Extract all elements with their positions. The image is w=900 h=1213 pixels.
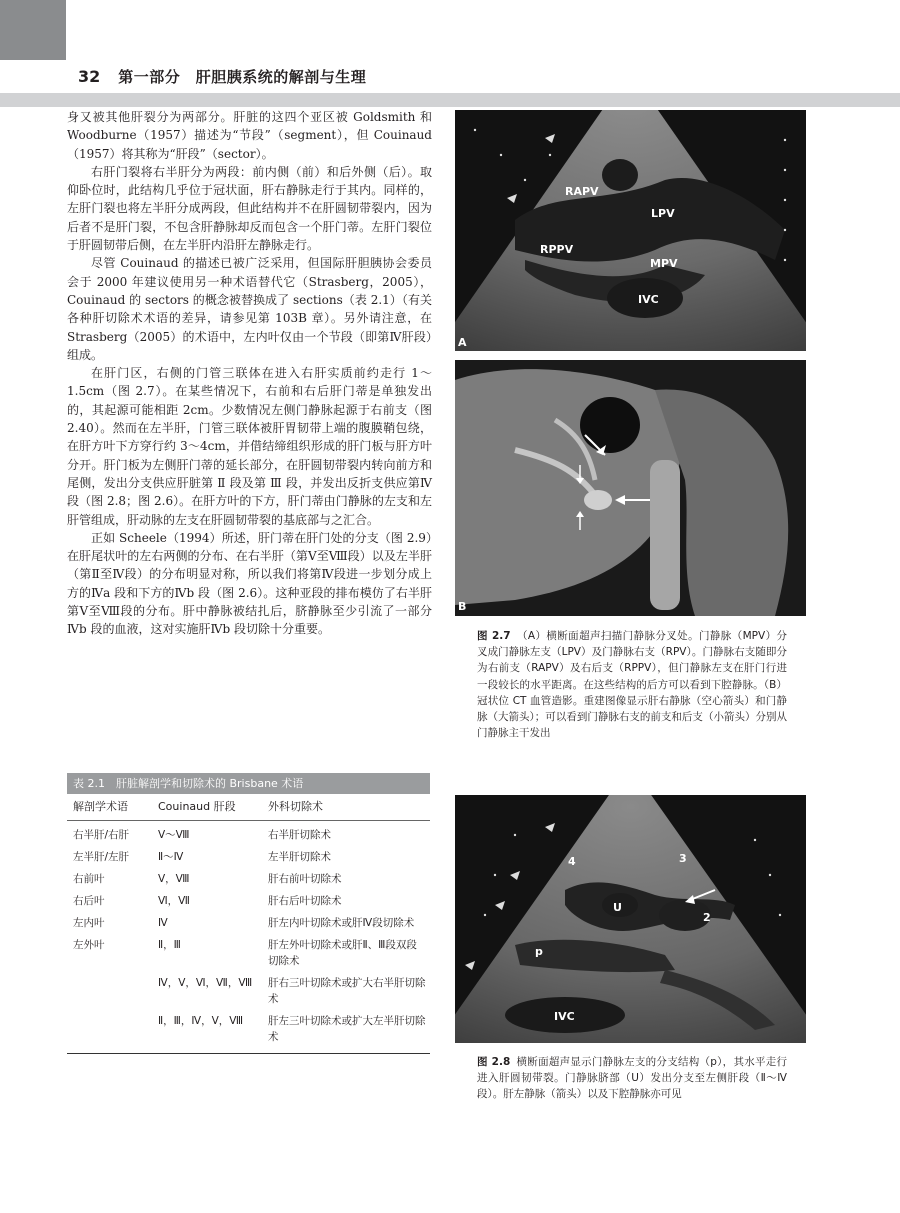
label-segment-3: 3: [679, 852, 687, 865]
body-text: [67, 108, 432, 639]
table-row: [67, 1007, 430, 1045]
table-cell: 右半肝切除术: [268, 829, 331, 841]
paragraph: 在肝门区，右侧的门管三联体在进入右肝实质前约走行 1～1.5cm（图 2.7）。在某些情况下，右前和右后肝门蒂是单独发出的，其起源可能相距 2cm。少数情况左侧门静脉起源于右前支（图 2.40）。然而在左半肝，门管三联体被肝胃韧带上端的腹膜鞘包绕，在肝方叶下方穿行约 3～4cm，并借结缔组织形成的肝门板与肝方叶分开。肝门板为左侧肝门蒂的延长部分，在肝圆韧带裂内转向前方和尾侧，发出分支供应肝脏第 Ⅱ 段及第 Ⅲ 段，并发出反折支供应第Ⅳ段（图 2.8；图 2.6）。在肝方叶的下方，肝门蒂由门静脉的左支和左肝管组成，肝动脉的左支在肝圆韧带裂的基底部与之汇合。: [67, 366, 432, 527]
table-cell: Ⅵ，Ⅶ: [158, 895, 190, 907]
table-header-cell: 解剖学术语: [73, 800, 128, 813]
caption-text: 横断面超声显示门静脉左支的分支结构（p），其水平走行进入肝圆韧带裂。门静脉脐部（U）发出分支至左侧肝段（Ⅱ～Ⅳ段）。肝左静脉（箭头）以及下腔静脉亦可见: [477, 1056, 787, 1101]
table-cell: 右后叶: [73, 895, 105, 907]
table-row: [67, 969, 430, 1007]
running-title: 第一部分 肝胆胰系统的解剖与生理: [118, 68, 367, 86]
caption-number: 图 2.8: [477, 1056, 511, 1068]
table-cell: Ⅳ: [158, 917, 168, 929]
figure-2-7-caption: [477, 628, 787, 741]
table-header-cell: 外科切除术: [268, 800, 323, 813]
table-cell: Ⅱ～Ⅳ: [158, 851, 184, 863]
panel-label-a: A: [458, 336, 467, 349]
label-ivc: IVC: [638, 293, 659, 306]
label-umbilical-u: U: [613, 901, 622, 914]
table-cell: 左半肝切除术: [268, 851, 331, 863]
table-cell: Ⅳ，Ⅴ，Ⅵ，Ⅶ，Ⅷ: [158, 977, 253, 989]
table-cell: Ⅴ，Ⅷ: [158, 873, 190, 885]
table-header-cell: Couinaud 肝段: [158, 800, 236, 813]
table-cell: Ⅴ～Ⅷ: [158, 829, 190, 841]
table-cell: 肝右前叶切除术: [268, 873, 342, 885]
figure-2-7a-ultrasound: [455, 110, 806, 351]
label-mpv: MPV: [650, 257, 678, 270]
label-p: p: [535, 945, 543, 958]
paragraph: 正如 Scheele（1994）所述，肝门蒂在肝门处的分支（图 2.9）在肝尾状叶的左右两侧的分布、在右半肝（第Ⅴ至Ⅷ段）以及左半肝（第Ⅱ至Ⅳ段）的分布明显对称，所以我们将第Ⅳ段进一步划分成上方的Ⅳa 段和下方的Ⅳb 段（图 2.6）。这种亚段的排布模仿了右半肝第Ⅴ至Ⅷ段的分布。肝中静脉被结扎后，脐静脉至少引流了一部分Ⅳb 段的血液，这对实施肝Ⅳb 段切除十分重要。: [67, 530, 432, 637]
table-bottom-rule: [67, 1053, 430, 1054]
label-segment-4: 4: [568, 855, 576, 868]
table-header-row: [67, 794, 430, 821]
caption-text: （A）横断面超声扫描门静脉分叉处。门静脉（MPV）分叉成门静脉左支（LPV）及门静脉右支（RPV）。门静脉右支随即分为右前支（RAPV）及右后支（RPPV），但门静脉左支在肝门行进一段较长的水平距离。在这些结构的后方可以看到下腔静脉。（B）冠状位 CT 血管造影。重建图像显示肝右静脉（空心箭头）和门静脉（大箭头）；可以看到门静脉右支的前支和后支（小箭头）分别从门静脉主干发出: [477, 630, 787, 740]
brisbane-table: [67, 773, 430, 1054]
table-cell: 左外叶: [73, 939, 105, 951]
table-cell: 肝左外叶切除术或肝Ⅱ、Ⅲ段双段切除术: [268, 939, 417, 967]
table-cell: 左半肝/左肝: [73, 851, 130, 863]
paragraph: 尽管 Couinaud 的描述已被广泛采用，但国际肝胆胰协会委员会于 2000 年建议使用另一种术语替代它（Strasberg，2005），Couinaud 的 sectors 的概念被替换成了 sections（表 2.1）（有关各种肝切除术术语的差异，请参见第 103B 章）。另外请注意，在 Strasberg（2005）的术语中，左内叶仅由一个节段（即第Ⅳ肝段）组成。: [67, 256, 432, 362]
ultrasound-image: [455, 110, 806, 351]
figure-2-8-ultrasound: [455, 795, 806, 1043]
table-cell: 肝左内叶切除术或肝Ⅳ段切除术: [268, 917, 415, 929]
table-cell: Ⅱ，Ⅲ: [158, 939, 181, 951]
table-cell: [67, 1013, 158, 1045]
table-cell: 肝右后叶切除术: [268, 895, 342, 907]
ultrasound-image: [455, 795, 806, 1043]
corner-tab: [0, 0, 66, 60]
table-row: [67, 931, 430, 969]
figure-2-8-caption: [477, 1054, 787, 1103]
caption-number: 图 2.7: [477, 630, 511, 642]
table-row: [67, 865, 430, 887]
table-cell: 左内叶: [73, 917, 105, 929]
label-lpv: LPV: [651, 207, 675, 220]
label-rapv: RAPV: [565, 185, 599, 198]
table-row: [67, 887, 430, 909]
paragraph: 身又被其他肝裂分为两部分。肝脏的这四个亚区被 Goldsmith 和 Woodburne（1957）描述为“节段”（segment），但 Couinaud（1957）将其称为“肝段”（sector）。: [67, 110, 432, 161]
label-segment-2: 2: [703, 911, 711, 924]
figure-2-7b-ct: [455, 360, 806, 616]
paragraph: 右肝门裂将右半肝分为两段：前内侧（前）和后外侧（后）。取仰卧位时，此结构几乎位于冠状面，肝右静脉走行于其内。同样的，左肝门裂也将左半肝分成两段，但此结构并不在肝圆韧带裂内，因为后者不是肝门裂，不包含肝静脉却反而包含一个肝门蒂。左肝门裂位于肝圆韧带后侧，在左半肝内沿肝左静脉走行。: [67, 164, 432, 253]
panel-label-b: B: [458, 600, 467, 613]
page-header: [78, 66, 366, 90]
label-ivc: IVC: [554, 1010, 575, 1023]
label-rppv: RPPV: [540, 243, 574, 256]
table-row: [67, 909, 430, 931]
table-row: [67, 843, 430, 865]
table-cell: 右半肝/右肝: [73, 829, 130, 841]
ct-image: [455, 360, 806, 616]
table-cell: 肝左三叶切除术或扩大左半肝切除术: [268, 1015, 426, 1043]
table-cell: Ⅱ，Ⅲ，Ⅳ，Ⅴ，Ⅷ: [158, 1015, 244, 1027]
header-band: [0, 93, 900, 107]
table-cell: 右前叶: [73, 873, 105, 885]
table-row: [67, 821, 430, 843]
table-cell: [67, 975, 158, 1007]
page-number: 32: [78, 67, 101, 86]
table-caption: 表 2.1 肝脏解剖学和切除术的 Brisbane 术语: [67, 773, 430, 794]
table-cell: 肝右三叶切除术或扩大右半肝切除术: [268, 977, 426, 1005]
